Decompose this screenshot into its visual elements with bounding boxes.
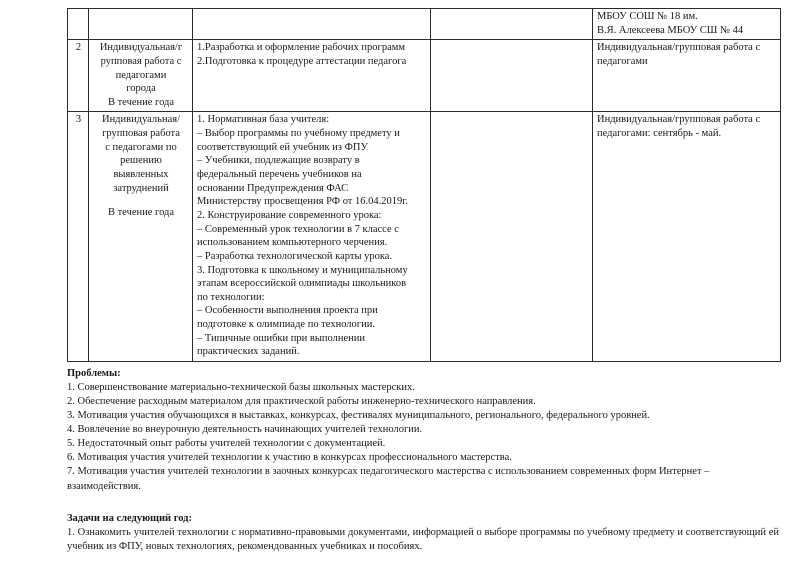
form-line: педагогами [115,69,167,81]
cell-empty [431,9,593,40]
cell-number: 2 [68,40,89,112]
cell-empty [431,112,593,362]
school-line: Индивидуальная/групповая работа с [597,42,761,54]
table-row [68,40,781,112]
form-line: затруднений [113,182,169,194]
tasks-title: Задачи на следующий год: [67,512,192,524]
form-line-period: В течение года [107,207,175,219]
cell-form [89,9,193,40]
school-line: Индивидуальная/групповая работа с [597,114,761,126]
form-spacer [93,195,189,206]
form-line: рупповая работа с [100,55,182,67]
problem-item: 4. Вовлечение во внеурочную деятельность начинающих учителей технологии. [67,424,423,436]
topic-line: 1.Разработка и оформление рабочих программ [197,42,406,54]
form-line: Индивидуальная/г [99,42,183,54]
problem-item: 3. Мотивация участия обучающихся в выставках, конкурсах, фестивалях муниципального, регионального, федерального уровней. [67,410,650,422]
tasks-section [67,494,780,554]
cell-number: 3 [68,112,89,362]
table-row-header [68,9,781,40]
cell-topics [193,9,431,40]
topic-line: – Типичные ошибки при выполнении [197,332,365,344]
problem-item: 1. Совершенствование материально-технической базы школьных мастерских. [67,382,415,394]
topic-line: – Особенности выполнения проекта при [197,305,378,317]
form-line: групповая работа [102,128,180,140]
topic-line: – Выбор программы по учебному предмету и [197,128,400,140]
school-line: В.Я. Алексеева МБОУ СШ № 44 [597,24,744,36]
form-line: выявленных [113,169,169,181]
problem-item: 6. Мотивация участия учителей технологии к участию в конкурсах профессионального мастерства. [67,452,512,464]
problem-item: 2. Обеспечение расходным материалом для практической работы инженерно-технического направления. [67,396,536,408]
topic-line: по технологии: [197,291,265,303]
problems-section [67,362,780,494]
cell-school [593,40,781,112]
cell-topics [193,40,431,112]
form-line: решению [120,155,162,167]
cell-topics [193,112,431,362]
cell-number [68,9,89,40]
problem-item: 7. Мотивация участия учителей технологии в заочных конкурсах педагогического мастерства с использованием современных форм Интернет – взаимодействия. [67,466,710,492]
topic-line: подготовке к олимпиаде по технологии. [197,319,375,331]
topic-line: 3. Подготовка к школьному и муниципальному [197,264,408,276]
topic-line: практических заданий. [197,346,300,358]
topic-line: – Современный урок технологии в 7 классе с [197,223,399,235]
cell-empty [431,40,593,112]
topic-line: соответствующий ей учебник из ФПУ [197,141,368,153]
topic-line: – Учебники, подлежащие возврату в [197,155,360,167]
topic-line: использованием компьютерного черчения. [197,237,388,249]
form-line: В течение года [107,96,175,108]
school-line: педагогами [597,55,648,67]
school-line: педагогами: сентябрь - май. [597,128,722,140]
topic-line: 2. Конструирование современного урока: [197,209,382,221]
topic-line: этапам всероссийской олимпиады школьников [197,278,407,290]
form-line: города [126,83,156,95]
form-line: с педагогами по [105,141,177,153]
problem-item: 5. Недостаточный опыт работы учителей технологии с документацией. [67,438,386,450]
table-row [68,112,781,362]
school-line: МБОУ СОШ № 18 им. [597,11,698,22]
topic-line: 1. Нормативная база учителя: [197,114,330,126]
form-line: Индивидуальная/ [101,114,180,126]
task-item: 1. Ознакомить учителей технологии с нормативно-правовыми документами, информацией о выборе программы по учебному предмету и соответствующий ей учебник из ФПУ, новых технологиях, рекомендованных учебниках и пособиях. [67,526,779,552]
activities-table [67,8,781,362]
problems-title: Проблемы: [67,368,121,380]
cell-form [89,40,193,112]
topic-line: основании Предупреждения ФАС [197,182,349,194]
topic-line: – Разработка технологической карты урока. [197,250,393,262]
cell-school [593,9,781,40]
cell-form [89,112,193,362]
topic-line: федеральный перечень учебников на [197,169,362,181]
cell-school [593,112,781,362]
table-body [68,9,781,362]
topic-line: 2.Подготовка к процедуре аттестации педагога [197,55,407,67]
topic-line: Министерству просвещения РФ от 16.04.2019г. [197,196,409,208]
